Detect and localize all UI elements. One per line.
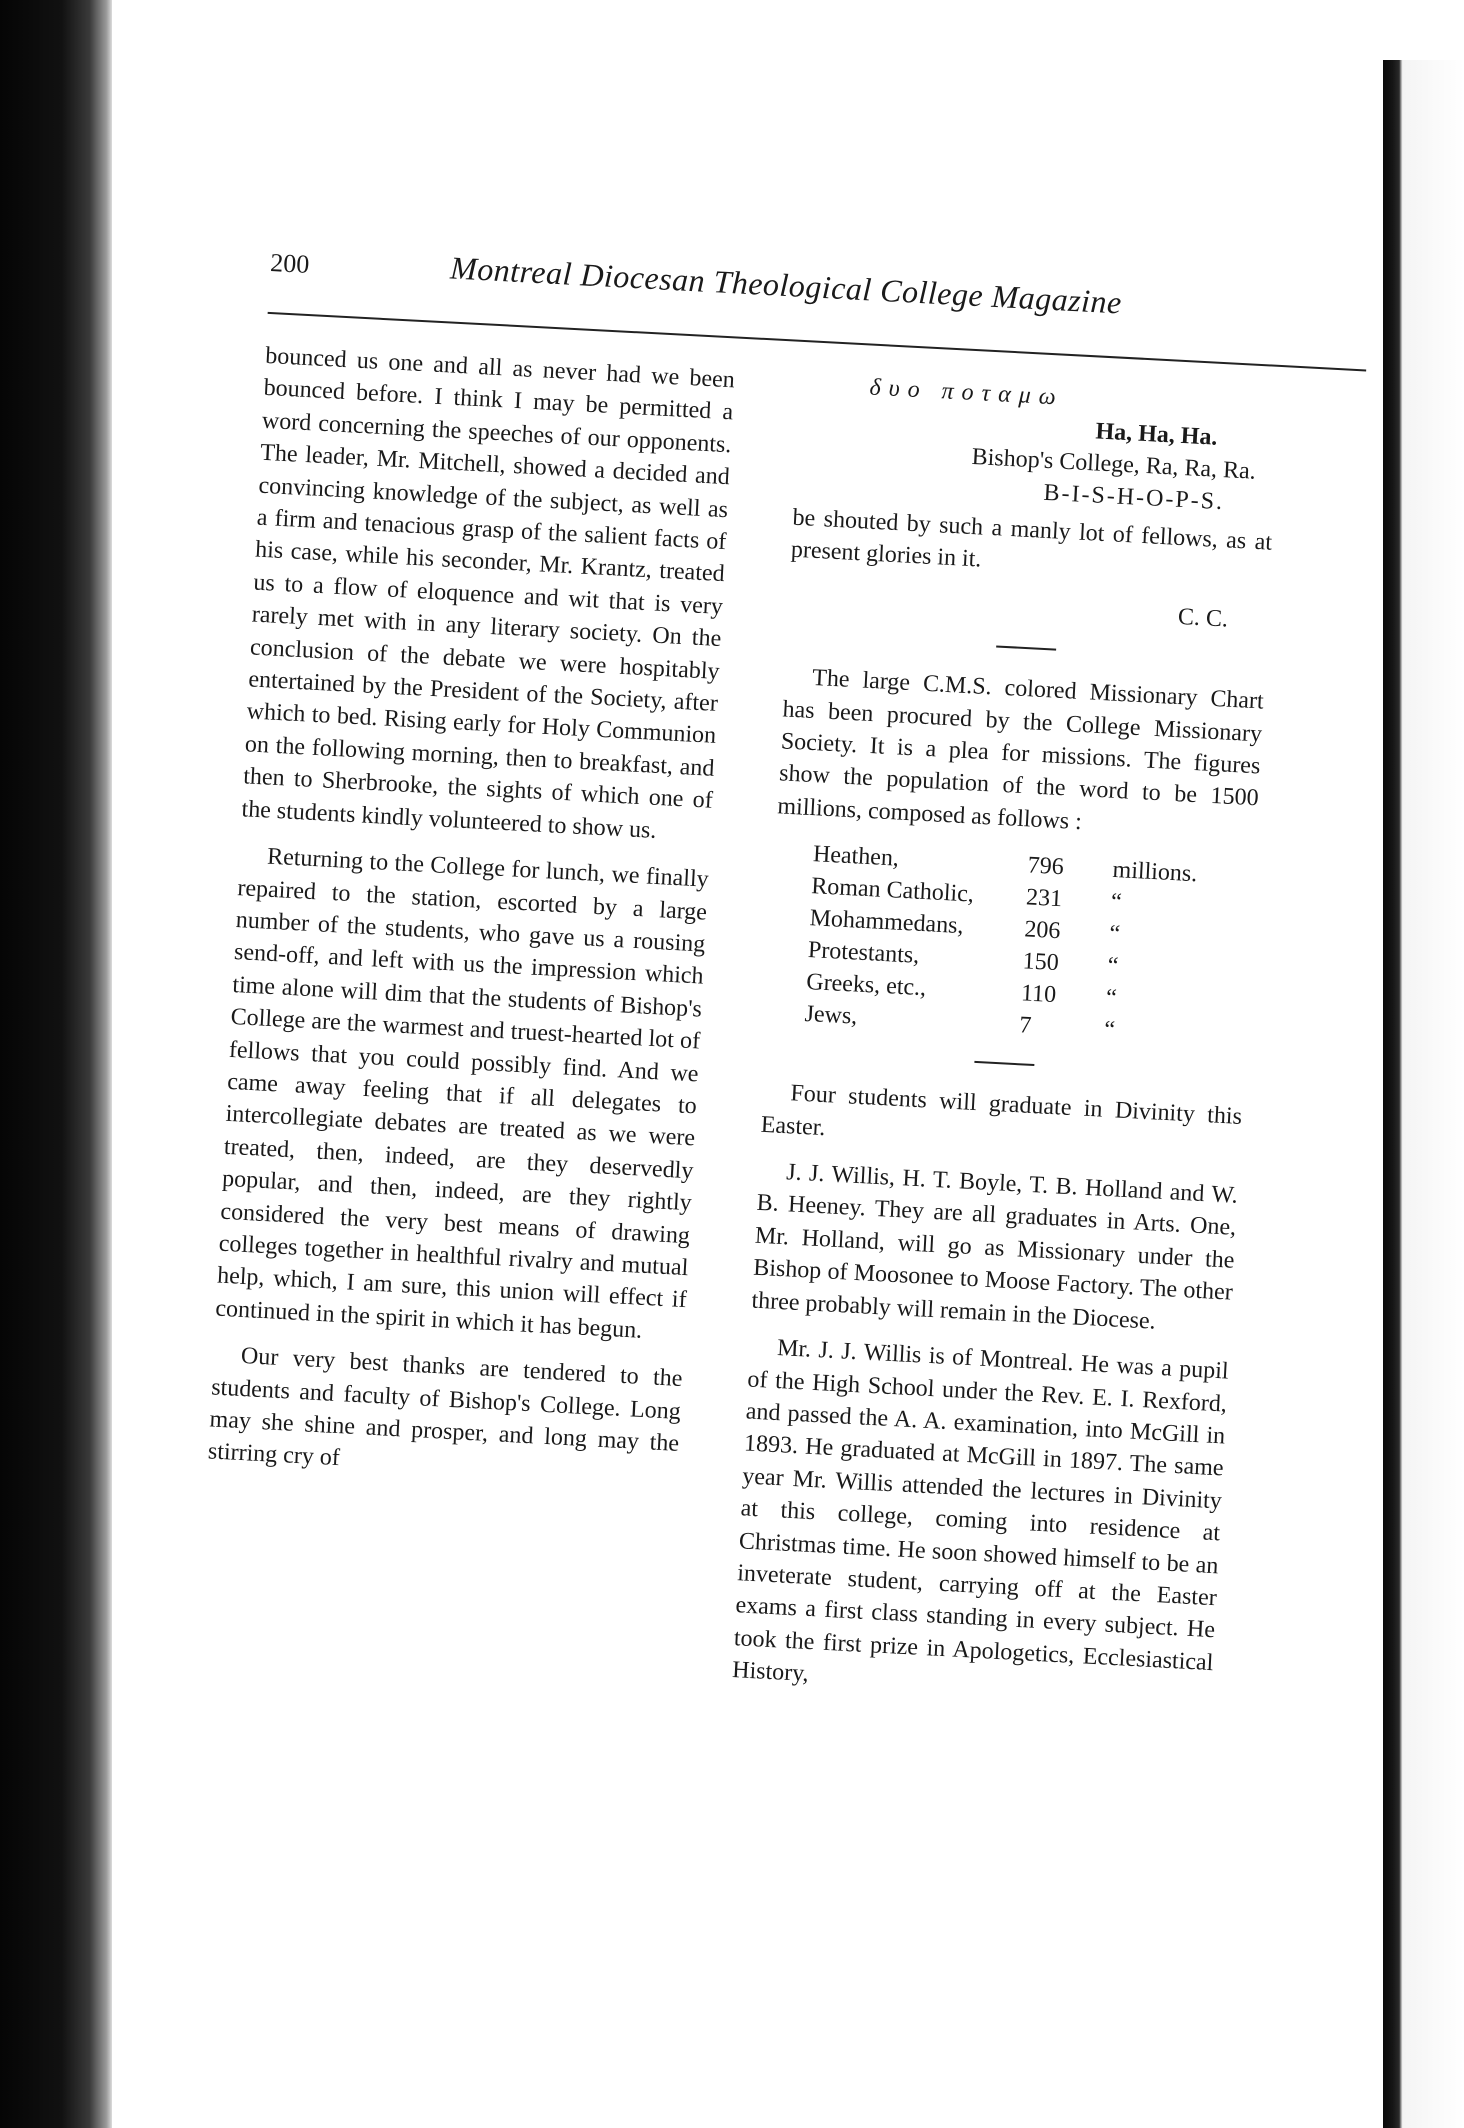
- journal-title: Montreal Diocesan Theological College Magazine: [449, 249, 1123, 321]
- row-value: 206: [1023, 916, 1062, 945]
- cheer-haha: Ha, Ha, Ha.: [1094, 418, 1219, 451]
- row-unit: millions.: [1111, 857, 1198, 888]
- page-number: 200: [269, 247, 311, 279]
- row-unit: “: [1105, 984, 1118, 1012]
- section-divider: [974, 1061, 1034, 1066]
- row-value: 796: [1027, 852, 1065, 881]
- paragraph: Returning to the College for lunch, we finally repaired to the station, escorted by a large number of the students, who gave us a rousing send-off, and left with us the impression which time alone will dim that the students of Bishop's College are the warmest and truest-hearted lot of fellows that you could possibly find. And we came away feeling that if all delegates to intercollegiate debates are treated as we were treated, then, indeed, are they deservedly popular, and then, indeed, are they rightly considered the very best means of drawing colleges together in healthful rivalry and mutual help, which, I am sure, this union will effect if continued in the spirit in which it has begun.: [214, 843, 710, 1344]
- magazine-page: [112, 0, 1383, 2128]
- paragraph: be shouted by such a manly lot of fellows, as at present glories in it.: [790, 504, 1273, 573]
- paragraph: The large C.M.S. colored Missionary Chart has been procured by the College Missionary Society. It is a plea for missions. The figures show the population of the word to be 1500 millions, composed as follows :: [776, 665, 1265, 836]
- scan-left-edge: [0, 0, 112, 2128]
- cheer-greek: δυο ποταμω: [868, 374, 1065, 411]
- row-label: Heathen,: [812, 841, 900, 872]
- row-value: 231: [1025, 884, 1063, 913]
- row-label: Jews,: [804, 1001, 858, 1030]
- row-value: 150: [1022, 948, 1060, 977]
- row-unit: “: [1106, 953, 1119, 980]
- row-unit: “: [1103, 1016, 1116, 1044]
- row-label: Mohammedans,: [809, 905, 965, 940]
- row-label: Protestants,: [807, 937, 920, 970]
- paragraph: bounced us one and all as never had we been bounced before. I think I may be permitted a word concerning the speeches of our opponents. The leader, Mr. Mitchell, showed a decided and convincing knowledge of the subject, as well as a firm and tenacious grasp of the salient facts of his case, while his seconder, Mr. Krantz, treated us to a flow of eloquence and wit that is very rarely met with in any literary society. On the conclusion of the debate we were hospitably entertained by the President of the Society, after which to bed. Rising early for Holy Communion on the following morning, then to breakfast, and then to Sherbrooke, the sights of which one of the students kindly volunteered to show us.: [240, 342, 736, 844]
- right-column: [731, 368, 1280, 1726]
- row-value: 7: [1018, 1012, 1033, 1040]
- cheer-bishops: Bishop's College, Ra, Ra, Ra.: [971, 443, 1257, 485]
- left-column: [206, 340, 735, 1507]
- row-label: Greeks, etc.,: [805, 969, 927, 1002]
- paragraph: Four students will graduate in Divinity this Easter.: [760, 1080, 1243, 1141]
- row-unit: “: [1110, 889, 1123, 916]
- scan-right-edge: [1383, 60, 1464, 2128]
- paragraph: Our very best thanks are tendered to the students and faculty of Bishop's College. Long may she shine and prosper, and long may the stirring cry of: [207, 1343, 684, 1472]
- paragraph: Mr. J. J. Willis is of Montreal. He was a pupil of the High School under the Rev. E. I. Rexford, and passed the A. A. examination, into McGill in 1893. He graduated at McGill in 1897. The same year Mr. Willis attended the lectures in Divinity at this college, coming into residence at Christmas time. He soon showed himself to be an inveterate student, carrying off at the Easter exams a first class standing in every subject. He took the first prize in Apologetics, Ecclesiastical History,: [731, 1335, 1230, 1688]
- page-content: [182, 230, 1400, 2007]
- section-divider: [996, 646, 1056, 651]
- row-label: Roman Catholic,: [810, 873, 975, 908]
- row-value: 110: [1020, 980, 1057, 1009]
- college-cheer: [794, 368, 1280, 521]
- cheer-spelled: B-I-S-H-O-P-S.: [1042, 479, 1225, 516]
- author-signature: C. C.: [1177, 603, 1229, 633]
- paragraph: J. J. Willis, H. T. Boyle, T. B. Holland and W. B. Heeney. They are all graduates in Arts. One, Mr. Holland, will go as Missionary under the Bishop of Moosonee to Moose Factory. The other three probably will remain in the Diocese.: [750, 1159, 1239, 1335]
- row-unit: “: [1108, 921, 1121, 948]
- population-table: [804, 838, 1198, 1050]
- page-header: [269, 230, 1401, 349]
